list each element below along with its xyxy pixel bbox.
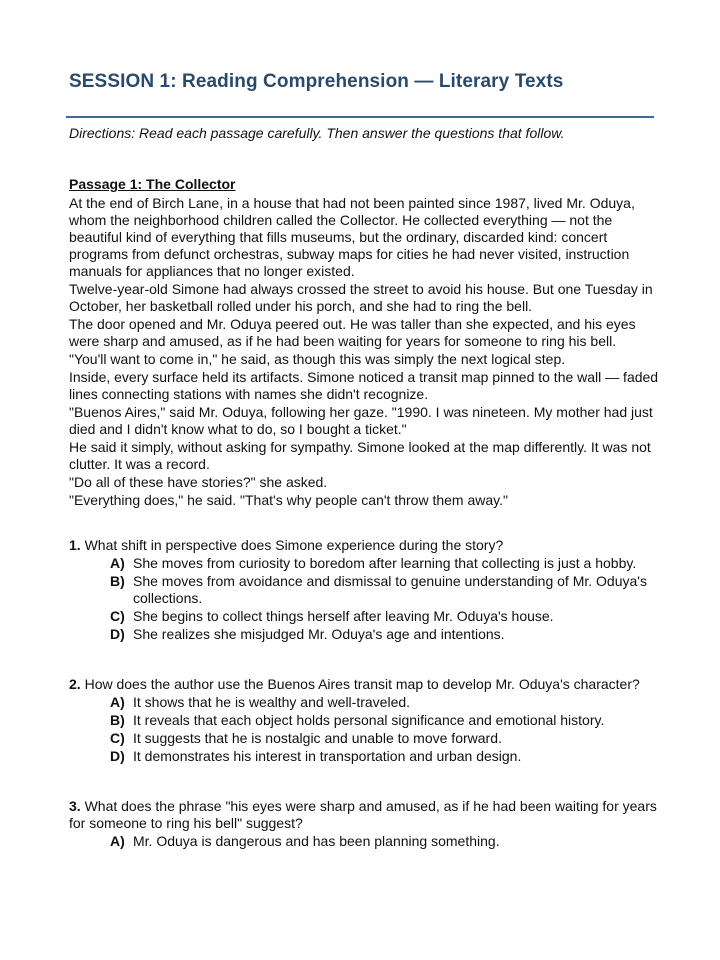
option-letter: A)	[110, 694, 125, 710]
question-1	[69, 537, 659, 644]
answer-options	[69, 555, 659, 643]
answer-options	[69, 694, 659, 765]
passage-paragraph: At the end of Birch Lane, in a house that had not been painted since 1987, lived Mr. Oduya, whom the neighborhood children called the Collector. He collected everything — not the beautiful kind of everything that fills museums, but the ordinary, discarded kind: concert programs from defunct orchestras, subway maps for cities he had never visited, instruction manuals for appliances that no longer existed.	[69, 195, 635, 279]
option-text: It demonstrates his interest in transportation and urban design.	[133, 748, 522, 764]
option-text: It suggests that he is nostalgic and unable to move forward.	[133, 730, 502, 746]
option-text: She begins to collect things herself after leaving Mr. Oduya's house.	[133, 608, 554, 624]
question-text: What shift in perspective does Simone experience during the story?	[84, 537, 504, 553]
question-text: What does the phrase "his eyes were sharp and amused, as if he had been waiting for years for someone to ring his bell" suggest?	[69, 798, 657, 831]
answer-option	[69, 748, 659, 765]
passage-paragraph: "Do all of these have stories?" she asked.	[69, 474, 328, 490]
question-stem	[69, 537, 659, 554]
option-text: Mr. Oduya is dangerous and has been planning something.	[133, 833, 500, 849]
option-letter: C)	[110, 608, 125, 624]
option-text: She moves from avoidance and dismissal to genuine understanding of Mr. Oduya's collections.	[133, 573, 647, 606]
option-letter: B)	[110, 573, 125, 589]
option-text: She realizes she misjudged Mr. Oduya's age and intentions.	[133, 626, 505, 642]
directions-text: Directions: Read each passage carefully. Then answer the questions that follow.	[69, 125, 565, 141]
answer-option	[69, 730, 659, 747]
answer-option	[69, 573, 659, 607]
session-title: SESSION 1: Reading Comprehension — Literary Texts	[69, 71, 564, 92]
passage-paragraph: Inside, every surface held its artifacts. Simone noticed a transit map pinned to the wall — faded lines connecting stations with names she didn't recognize.	[69, 369, 659, 402]
option-text: She moves from curiosity to boredom after learning that collecting is just a hobby.	[133, 555, 637, 571]
question-2	[69, 676, 659, 766]
question-number: 3.	[69, 798, 81, 814]
question-stem	[69, 798, 659, 832]
question-stem	[69, 676, 659, 693]
passage-paragraph: "Everything does," he said. "That's why people can't throw them away."	[69, 492, 508, 508]
passage-title: Passage 1: The Collector	[69, 176, 236, 192]
question-text: How does the author use the Buenos Aires transit map to develop Mr. Oduya's character?	[84, 676, 640, 692]
answer-option	[69, 833, 659, 850]
passage-paragraph: Twelve-year-old Simone had always crossed the street to avoid his house. But one Tuesday in October, her basketball rolled under his porch, and she had to ring the bell.	[69, 281, 653, 314]
answer-option	[69, 608, 659, 625]
option-letter: A)	[110, 833, 125, 849]
question-3	[69, 798, 659, 851]
option-text: It shows that he is wealthy and well-traveled.	[133, 694, 411, 710]
answer-option	[69, 626, 659, 643]
answer-options	[69, 833, 659, 850]
title-divider	[66, 116, 654, 118]
passage-paragraph: He said it simply, without asking for sympathy. Simone looked at the map differently. It was not clutter. It was a record.	[69, 439, 651, 472]
passage-paragraph: "You'll want to come in," he said, as though this was simply the next logical step.	[69, 351, 566, 367]
option-letter: C)	[110, 730, 125, 746]
option-letter: B)	[110, 712, 125, 728]
answer-option	[69, 555, 659, 572]
passage-body	[69, 195, 659, 510]
answer-option	[69, 694, 659, 711]
question-number: 2.	[69, 676, 81, 692]
answer-option	[69, 712, 659, 729]
option-letter: D)	[110, 626, 125, 642]
passage-paragraph: "Buenos Aires," said Mr. Oduya, following her gaze. "1990. I was nineteen. My mother had just died and I didn't know what to do, so I bought a ticket."	[69, 404, 653, 437]
option-letter: A)	[110, 555, 125, 571]
option-letter: D)	[110, 748, 125, 764]
question-number: 1.	[69, 537, 81, 553]
option-text: It reveals that each object holds personal significance and emotional history.	[133, 712, 605, 728]
passage-paragraph: The door opened and Mr. Oduya peered out. He was taller than she expected, and his eyes were sharp and amused, as if he had been waiting for years for someone to ring his bell.	[69, 316, 636, 349]
